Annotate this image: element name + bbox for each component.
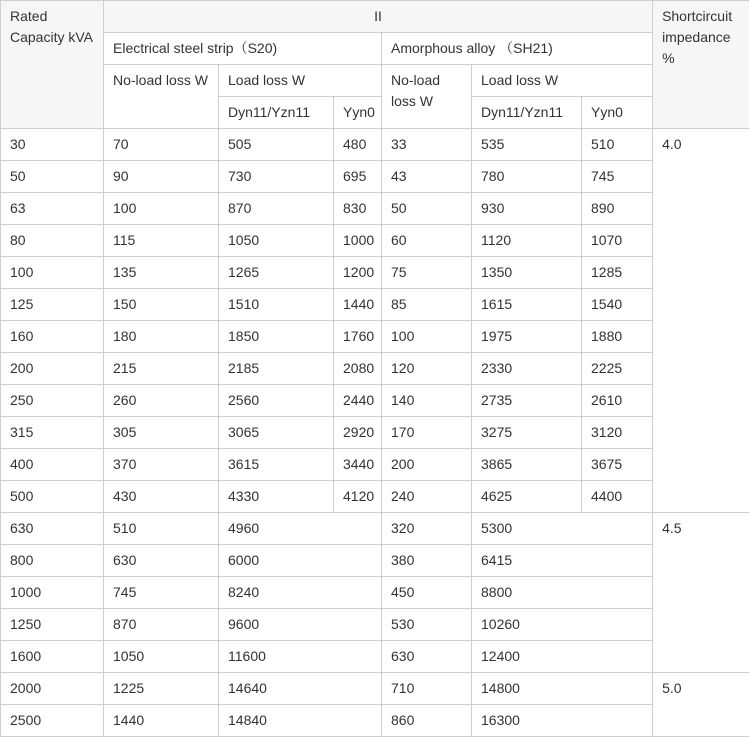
header-shortcircuit-impedance: Shortcircuit impedance % bbox=[653, 1, 749, 129]
cell-amorph-dyn: 1350 bbox=[472, 257, 582, 289]
cell-steel-yyn: 4120 bbox=[334, 481, 382, 513]
cell-steel-noload: 115 bbox=[104, 225, 219, 257]
cell-amorph-load: 5300 bbox=[472, 513, 653, 545]
cell-steel-noload: 260 bbox=[104, 385, 219, 417]
table-row bbox=[1, 417, 749, 449]
table-row bbox=[1, 545, 749, 577]
cell-amorph-yyn: 2610 bbox=[582, 385, 653, 417]
cell-amorph-load: 8800 bbox=[472, 577, 653, 609]
cell-rated-capacity: 80 bbox=[1, 225, 104, 257]
cell-amorph-load: 16300 bbox=[472, 705, 653, 737]
cell-rated-capacity: 2000 bbox=[1, 673, 104, 705]
table-row bbox=[1, 289, 749, 321]
cell-amorph-yyn: 1880 bbox=[582, 321, 653, 353]
header-rated-capacity: Rated Capacity kVA bbox=[1, 1, 104, 129]
cell-steel-yyn: 2440 bbox=[334, 385, 382, 417]
cell-amorph-dyn: 3275 bbox=[472, 417, 582, 449]
cell-rated-capacity: 400 bbox=[1, 449, 104, 481]
cell-amorph-yyn: 1070 bbox=[582, 225, 653, 257]
cell-amorph-noload: 60 bbox=[382, 225, 472, 257]
cell-steel-load: 6000 bbox=[219, 545, 382, 577]
table-row bbox=[1, 161, 749, 193]
cell-steel-yyn: 2080 bbox=[334, 353, 382, 385]
cell-rated-capacity: 50 bbox=[1, 161, 104, 193]
cell-amorph-noload: 33 bbox=[382, 129, 472, 161]
cell-rated-capacity: 100 bbox=[1, 257, 104, 289]
cell-steel-dyn: 1050 bbox=[219, 225, 334, 257]
cell-amorph-dyn: 1120 bbox=[472, 225, 582, 257]
cell-amorph-noload: 860 bbox=[382, 705, 472, 737]
cell-amorph-noload: 380 bbox=[382, 545, 472, 577]
header-steel-yyn: Yyn0 bbox=[334, 97, 382, 129]
cell-amorph-noload: 200 bbox=[382, 449, 472, 481]
cell-amorph-noload: 240 bbox=[382, 481, 472, 513]
cell-steel-yyn: 3440 bbox=[334, 449, 382, 481]
cell-steel-dyn: 4330 bbox=[219, 481, 334, 513]
table-row bbox=[1, 129, 749, 161]
cell-amorph-yyn: 4400 bbox=[582, 481, 653, 513]
cell-steel-noload: 430 bbox=[104, 481, 219, 513]
header-amorphous-alloy: Amorphous alloy （SH21) bbox=[382, 33, 653, 65]
cell-steel-noload: 70 bbox=[104, 129, 219, 161]
cell-amorph-noload: 85 bbox=[382, 289, 472, 321]
header-amorph-load-loss: Load loss W bbox=[472, 65, 653, 97]
cell-amorph-yyn: 3675 bbox=[582, 449, 653, 481]
cell-impedance: 4.0 bbox=[653, 129, 749, 513]
header-amorph-dyn: Dyn11/Yzn11 bbox=[472, 97, 582, 129]
cell-steel-dyn: 870 bbox=[219, 193, 334, 225]
cell-steel-noload: 1050 bbox=[104, 641, 219, 673]
cell-amorph-yyn: 510 bbox=[582, 129, 653, 161]
cell-steel-noload: 870 bbox=[104, 609, 219, 641]
cell-rated-capacity: 1000 bbox=[1, 577, 104, 609]
cell-rated-capacity: 250 bbox=[1, 385, 104, 417]
table-row bbox=[1, 481, 749, 513]
cell-amorph-noload: 170 bbox=[382, 417, 472, 449]
cell-amorph-yyn: 1285 bbox=[582, 257, 653, 289]
cell-steel-dyn: 1850 bbox=[219, 321, 334, 353]
cell-amorph-dyn: 4625 bbox=[472, 481, 582, 513]
table-row bbox=[1, 321, 749, 353]
table-row bbox=[1, 225, 749, 257]
table-row bbox=[1, 609, 749, 641]
table-row bbox=[1, 193, 749, 225]
cell-steel-yyn: 2920 bbox=[334, 417, 382, 449]
cell-steel-load: 9600 bbox=[219, 609, 382, 641]
cell-steel-noload: 1440 bbox=[104, 705, 219, 737]
cell-rated-capacity: 125 bbox=[1, 289, 104, 321]
cell-steel-noload: 370 bbox=[104, 449, 219, 481]
cell-amorph-dyn: 780 bbox=[472, 161, 582, 193]
cell-rated-capacity: 500 bbox=[1, 481, 104, 513]
cell-impedance: 4.5 bbox=[653, 513, 749, 673]
cell-steel-noload: 630 bbox=[104, 545, 219, 577]
header-group: II bbox=[104, 1, 653, 33]
table-row bbox=[1, 257, 749, 289]
cell-steel-dyn: 3065 bbox=[219, 417, 334, 449]
cell-rated-capacity: 800 bbox=[1, 545, 104, 577]
cell-steel-yyn: 480 bbox=[334, 129, 382, 161]
cell-amorph-noload: 120 bbox=[382, 353, 472, 385]
cell-amorph-load: 6415 bbox=[472, 545, 653, 577]
cell-rated-capacity: 315 bbox=[1, 417, 104, 449]
table-row bbox=[1, 353, 749, 385]
cell-amorph-dyn: 3865 bbox=[472, 449, 582, 481]
cell-rated-capacity: 30 bbox=[1, 129, 104, 161]
cell-steel-dyn: 3615 bbox=[219, 449, 334, 481]
cell-steel-dyn: 1265 bbox=[219, 257, 334, 289]
cell-steel-yyn: 830 bbox=[334, 193, 382, 225]
cell-steel-load: 14640 bbox=[219, 673, 382, 705]
header-steel-load-loss: Load loss W bbox=[219, 65, 382, 97]
header-steel-dyn: Dyn11/Yzn11 bbox=[219, 97, 334, 129]
header-amorph-yyn: Yyn0 bbox=[582, 97, 653, 129]
cell-steel-yyn: 1200 bbox=[334, 257, 382, 289]
cell-steel-dyn: 2560 bbox=[219, 385, 334, 417]
cell-steel-noload: 305 bbox=[104, 417, 219, 449]
table-row bbox=[1, 673, 749, 705]
cell-steel-yyn: 1440 bbox=[334, 289, 382, 321]
table-row bbox=[1, 641, 749, 673]
table-row bbox=[1, 513, 749, 545]
cell-steel-load: 4960 bbox=[219, 513, 382, 545]
cell-steel-dyn: 505 bbox=[219, 129, 334, 161]
cell-steel-noload: 215 bbox=[104, 353, 219, 385]
cell-steel-noload: 1225 bbox=[104, 673, 219, 705]
cell-rated-capacity: 63 bbox=[1, 193, 104, 225]
cell-steel-load: 8240 bbox=[219, 577, 382, 609]
cell-amorph-noload: 320 bbox=[382, 513, 472, 545]
cell-steel-dyn: 730 bbox=[219, 161, 334, 193]
cell-amorph-noload: 100 bbox=[382, 321, 472, 353]
cell-amorph-yyn: 745 bbox=[582, 161, 653, 193]
cell-amorph-dyn: 2735 bbox=[472, 385, 582, 417]
cell-amorph-noload: 50 bbox=[382, 193, 472, 225]
cell-amorph-yyn: 890 bbox=[582, 193, 653, 225]
cell-rated-capacity: 1250 bbox=[1, 609, 104, 641]
cell-amorph-dyn: 2330 bbox=[472, 353, 582, 385]
cell-steel-noload: 510 bbox=[104, 513, 219, 545]
cell-amorph-dyn: 930 bbox=[472, 193, 582, 225]
cell-rated-capacity: 630 bbox=[1, 513, 104, 545]
cell-steel-dyn: 2185 bbox=[219, 353, 334, 385]
cell-rated-capacity: 2500 bbox=[1, 705, 104, 737]
cell-impedance: 5.0 bbox=[653, 673, 749, 737]
cell-amorph-noload: 530 bbox=[382, 609, 472, 641]
cell-amorph-yyn: 3120 bbox=[582, 417, 653, 449]
cell-amorph-load: 10260 bbox=[472, 609, 653, 641]
cell-amorph-noload: 450 bbox=[382, 577, 472, 609]
cell-rated-capacity: 1600 bbox=[1, 641, 104, 673]
cell-amorph-noload: 43 bbox=[382, 161, 472, 193]
table-row bbox=[1, 385, 749, 417]
cell-rated-capacity: 200 bbox=[1, 353, 104, 385]
cell-steel-yyn: 695 bbox=[334, 161, 382, 193]
header-amorph-noload-loss: No-load loss W bbox=[382, 65, 472, 129]
cell-amorph-noload: 630 bbox=[382, 641, 472, 673]
cell-amorph-load: 12400 bbox=[472, 641, 653, 673]
cell-amorph-dyn: 1975 bbox=[472, 321, 582, 353]
cell-amorph-noload: 75 bbox=[382, 257, 472, 289]
cell-rated-capacity: 160 bbox=[1, 321, 104, 353]
header-electrical-steel: Electrical steel strip（S20) bbox=[104, 33, 382, 65]
cell-steel-noload: 90 bbox=[104, 161, 219, 193]
table-row bbox=[1, 577, 749, 609]
table-row bbox=[1, 705, 749, 737]
header-steel-noload-loss: No-load loss W bbox=[104, 65, 219, 129]
cell-steel-yyn: 1000 bbox=[334, 225, 382, 257]
cell-amorph-dyn: 1615 bbox=[472, 289, 582, 321]
cell-amorph-yyn: 1540 bbox=[582, 289, 653, 321]
cell-steel-noload: 150 bbox=[104, 289, 219, 321]
cell-steel-dyn: 1510 bbox=[219, 289, 334, 321]
cell-steel-yyn: 1760 bbox=[334, 321, 382, 353]
cell-amorph-noload: 140 bbox=[382, 385, 472, 417]
cell-amorph-dyn: 535 bbox=[472, 129, 582, 161]
cell-steel-noload: 100 bbox=[104, 193, 219, 225]
table-row bbox=[1, 449, 749, 481]
cell-steel-noload: 180 bbox=[104, 321, 219, 353]
cell-steel-noload: 135 bbox=[104, 257, 219, 289]
cell-steel-noload: 745 bbox=[104, 577, 219, 609]
cell-steel-load: 11600 bbox=[219, 641, 382, 673]
cell-amorph-load: 14800 bbox=[472, 673, 653, 705]
cell-steel-load: 14840 bbox=[219, 705, 382, 737]
cell-amorph-noload: 710 bbox=[382, 673, 472, 705]
cell-amorph-yyn: 2225 bbox=[582, 353, 653, 385]
